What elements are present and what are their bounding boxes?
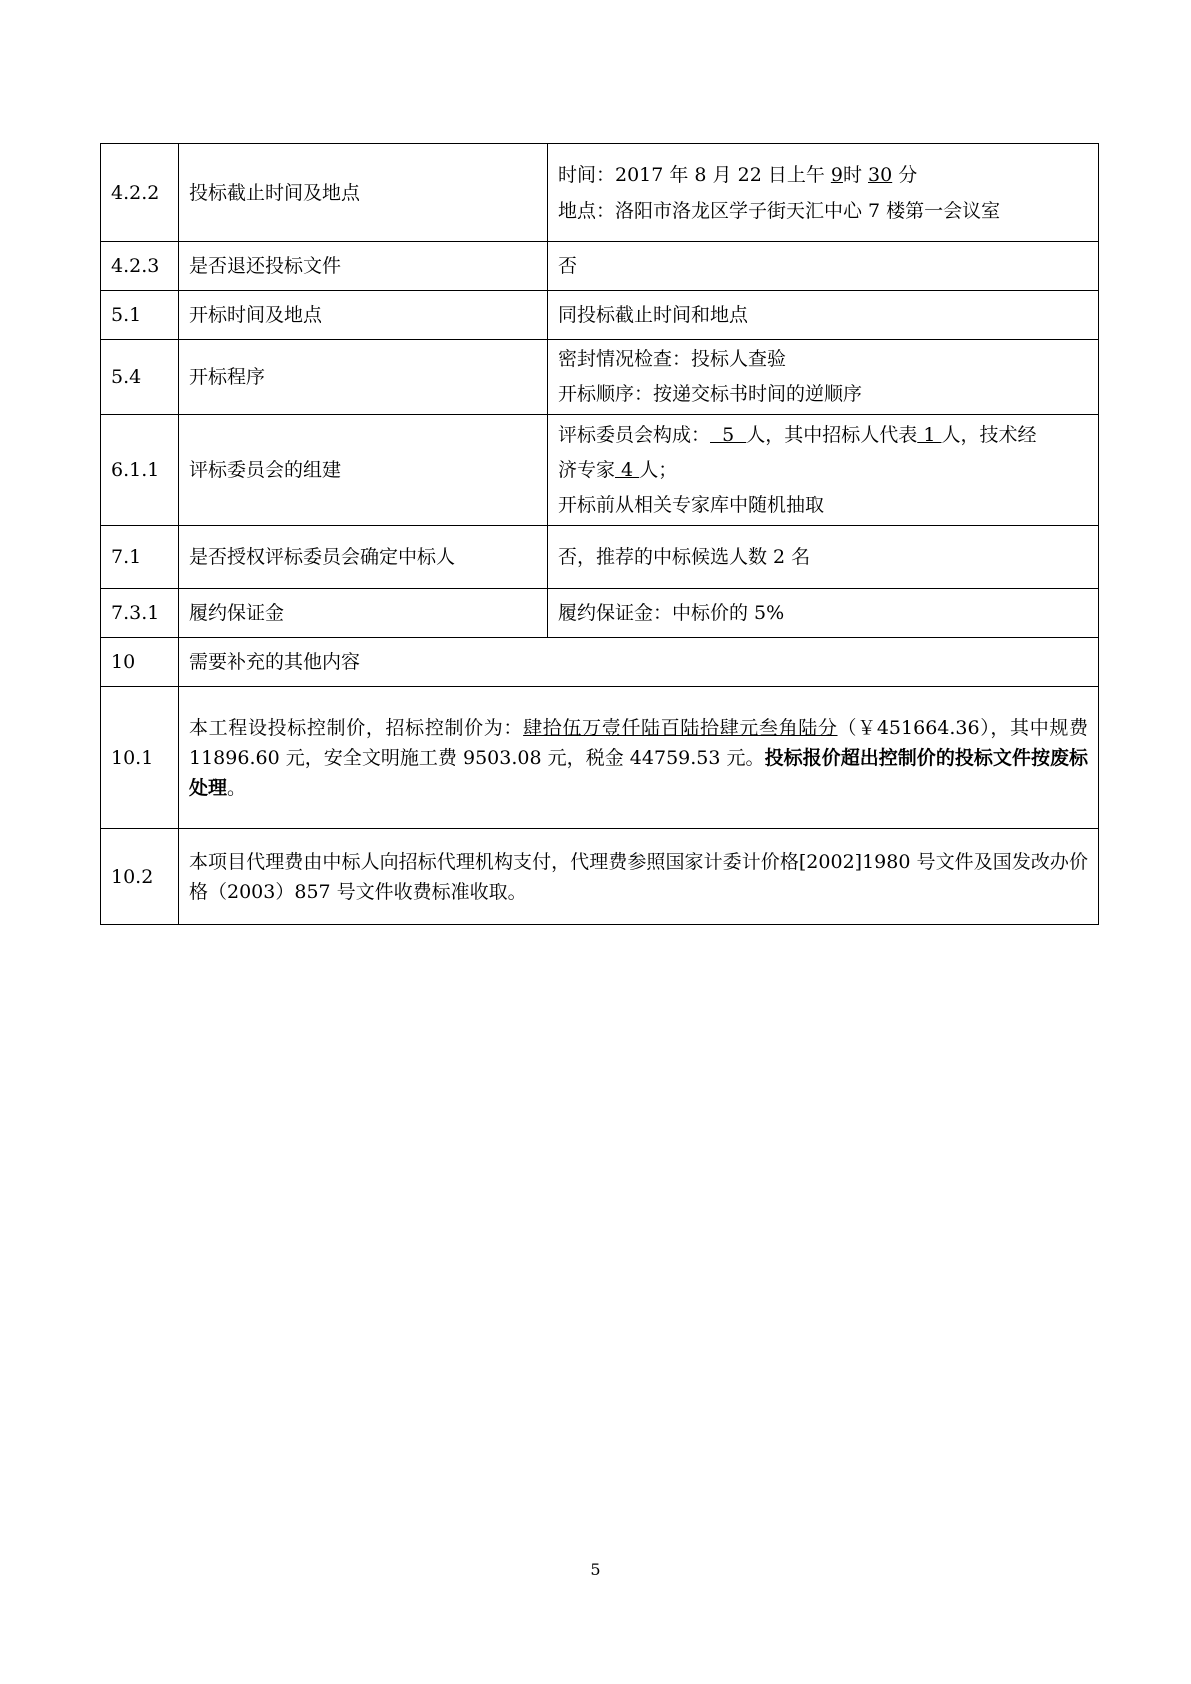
row-item: 是否退还投标文件 [179, 242, 548, 291]
table-row [101, 829, 1099, 925]
row-number: 7.1 [101, 526, 179, 589]
row-content: 否 [548, 242, 1099, 291]
row-number: 10.2 [101, 829, 179, 925]
table-row [101, 638, 1099, 687]
content-line: 开标顺序：按递交标书时间的逆顺序 [558, 383, 863, 405]
row-item: 投标截止时间及地点 [179, 144, 548, 242]
deadline-place: 地点：洛阳市洛龙区学子街天汇中心 7 楼第一会议室 [558, 199, 1001, 222]
row-number: 4.2.3 [101, 242, 179, 291]
row-content: 本工程设投标控制价，招标控制价为：肆拾伍万壹仟陆百陆拾肆元叁角陆分（￥451664.36），其中规费 11896.60 元，安全文明施工费 9503.08 元，税金 44759.53 元。投标报价超出控制价的投标文件按废标处理。 [179, 687, 1099, 829]
row-number: 6.1.1 [101, 415, 179, 526]
row-item: 开标程序 [179, 340, 548, 415]
row-content: 本项目代理费由中标人向招标代理机构支付，代理费参照国家计委计价格[2002]1980 号文件及国发改办价格（2003）857 号文件收费标准收取。 [179, 829, 1099, 925]
table-row [101, 291, 1099, 340]
row-number: 4.2.2 [101, 144, 179, 242]
page-number: 5 [590, 1560, 601, 1579]
row-number: 10.1 [101, 687, 179, 829]
deadline-time: 时间：2017 年 8 月 22 日上午 9时 30 分 [558, 163, 918, 186]
row-content: 同投标截止时间和地点 [548, 291, 1099, 340]
row-item: 履约保证金 [179, 589, 548, 638]
content-line: 密封情况检查：投标人查验 [558, 348, 787, 370]
content-line: 评标委员会构成： 5 人，其中招标人代表 1 人，技术经 [558, 423, 1037, 446]
row-content [548, 415, 1099, 526]
row-number: 5.4 [101, 340, 179, 415]
table-row [101, 687, 1099, 829]
row-number: 5.1 [101, 291, 179, 340]
table-row [101, 526, 1099, 589]
content-line: 开标前从相关专家库中随机抽取 [558, 493, 825, 516]
row-item: 需要补充的其他内容 [179, 638, 1099, 687]
row-item: 评标委员会的组建 [179, 415, 548, 526]
table-row [101, 242, 1099, 291]
table-row [101, 144, 1099, 242]
content-line: 济专家 4 人； [558, 458, 678, 481]
table-row [101, 589, 1099, 638]
row-item: 是否授权评标委员会确定中标人 [179, 526, 548, 589]
row-content: 履约保证金：中标价的 5% [548, 589, 1099, 638]
row-content [548, 340, 1099, 415]
bid-info-table [100, 143, 1099, 925]
row-content [548, 144, 1099, 242]
row-content: 否，推荐的中标候选人数 2 名 [548, 526, 1099, 589]
table-row [101, 415, 1099, 526]
row-number: 10 [101, 638, 179, 687]
row-item: 开标时间及地点 [179, 291, 548, 340]
row-number: 7.3.1 [101, 589, 179, 638]
table-row [101, 340, 1099, 415]
